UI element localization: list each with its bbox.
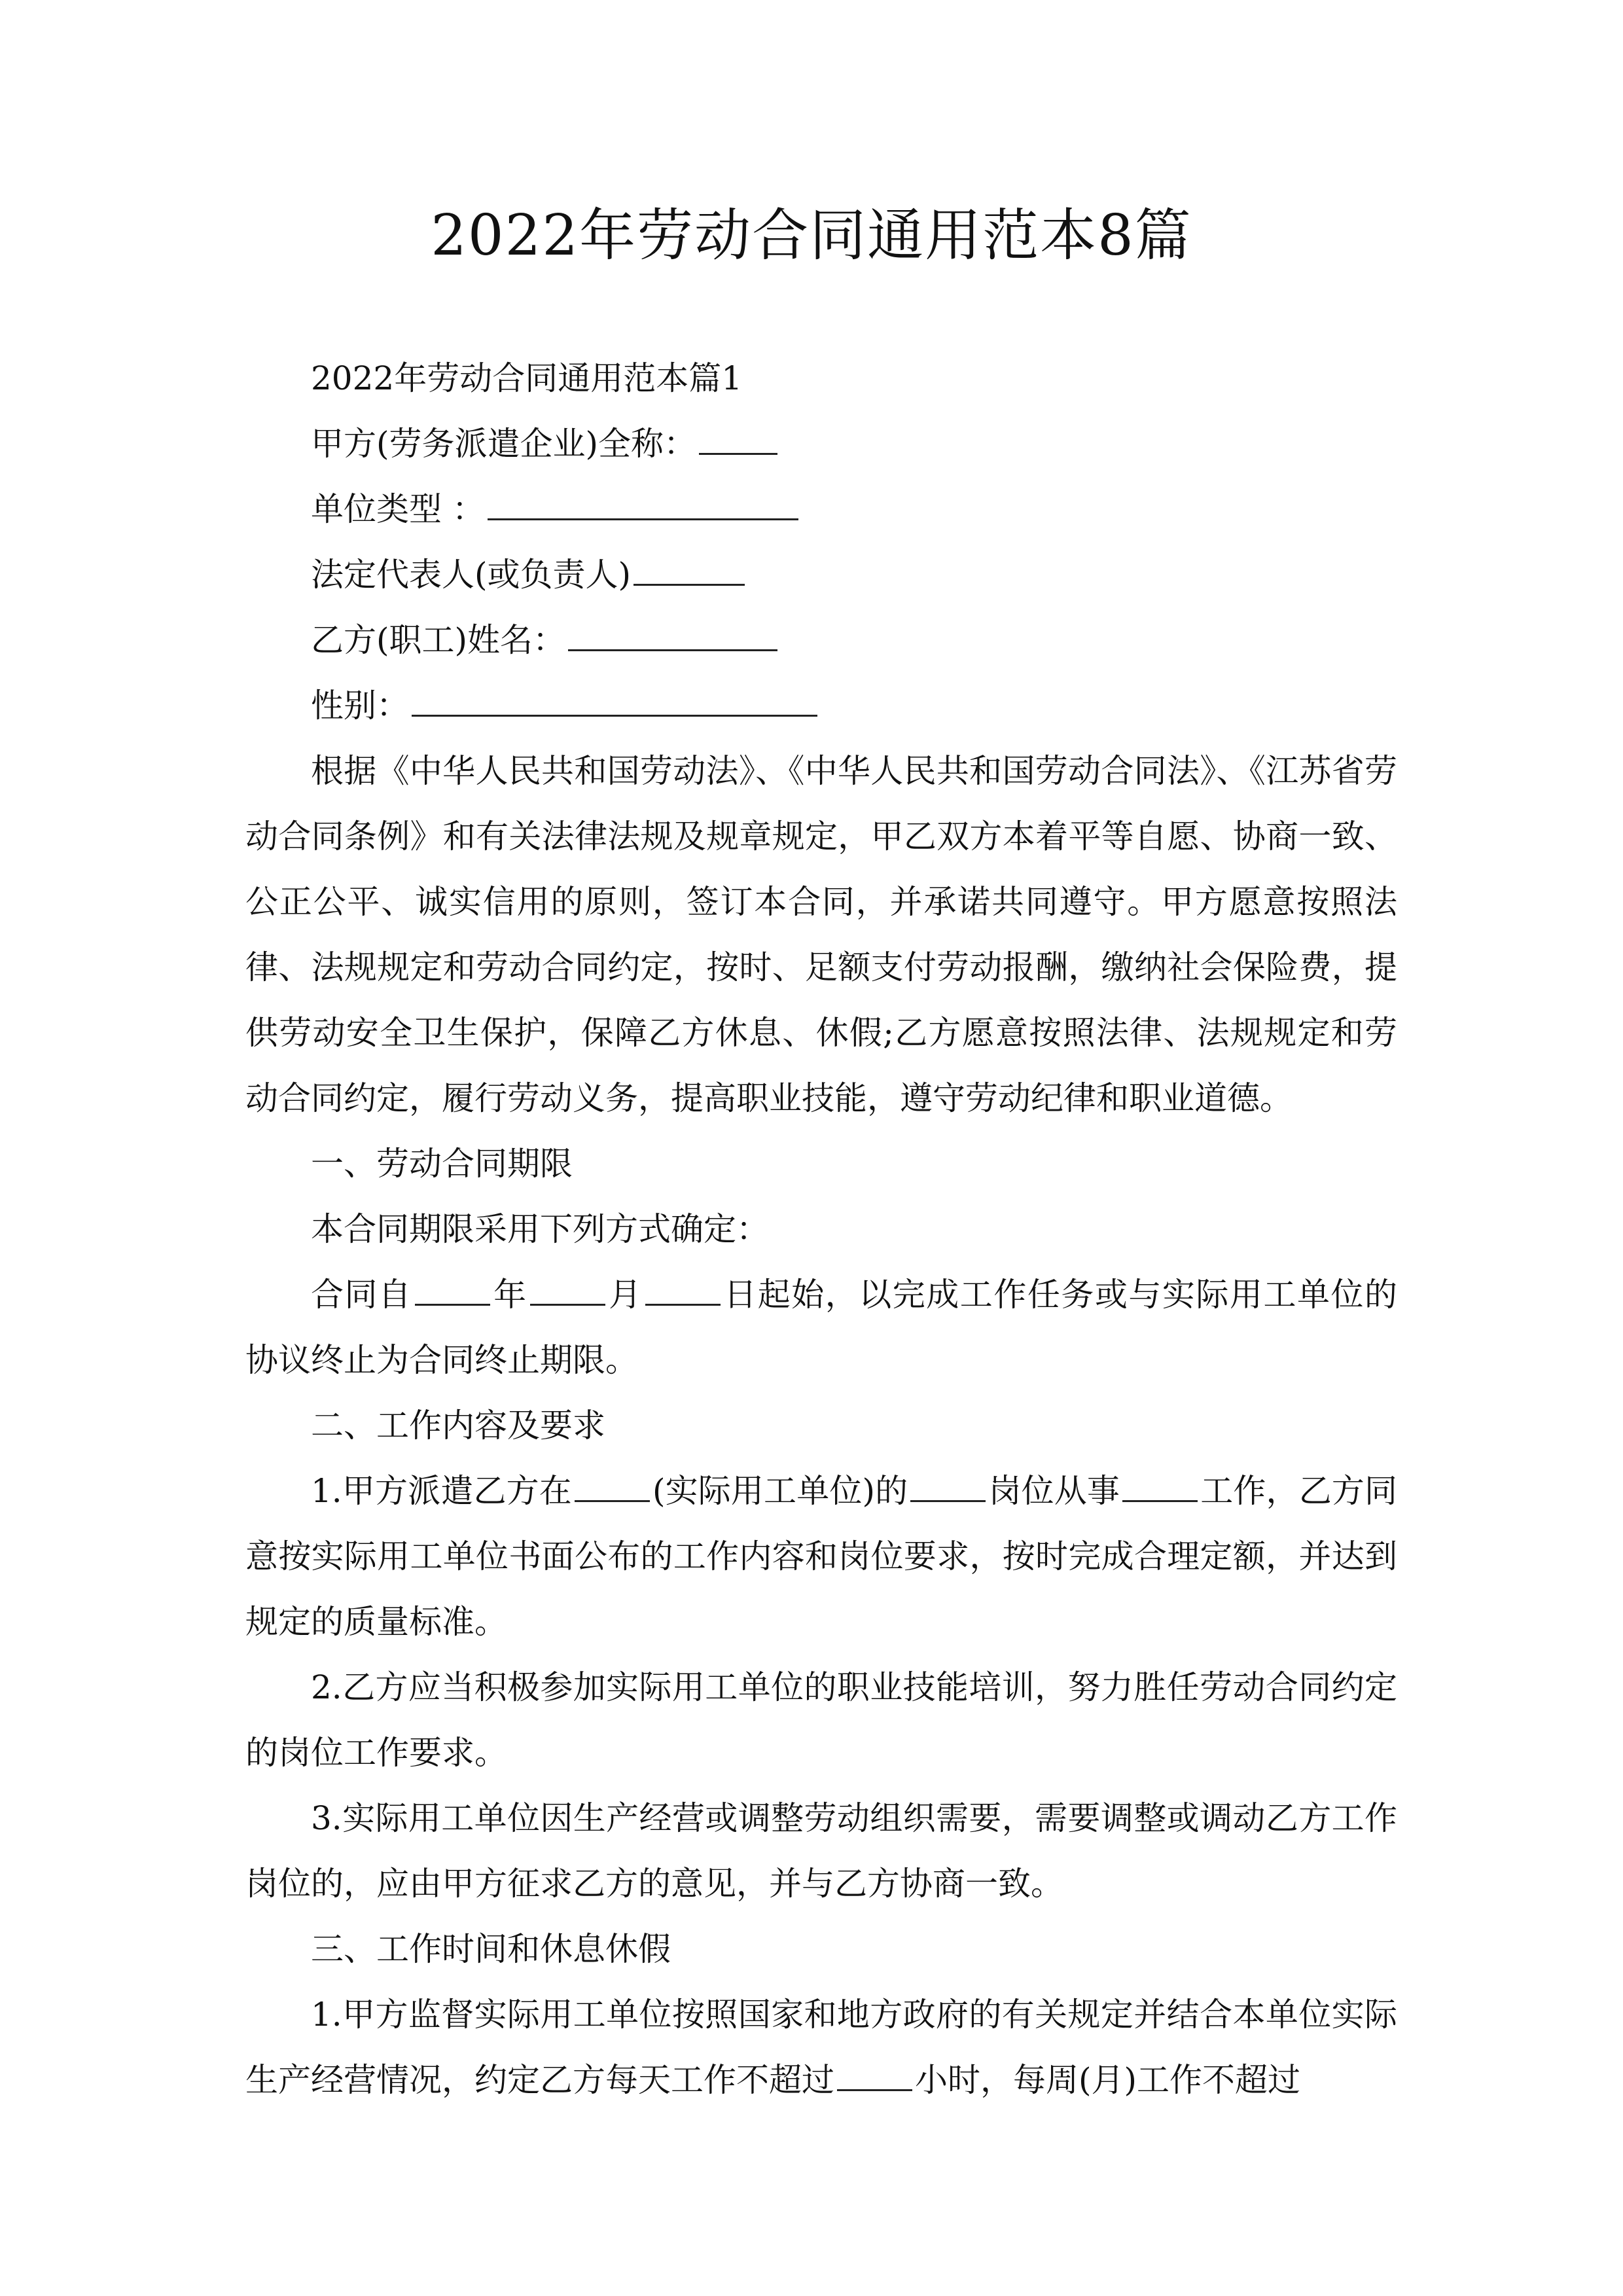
party-a-blank [699,419,777,456]
field-gender: 性别： [245,673,1397,738]
section1-term-paragraph: 合同自 年 月 日起始，以完成工作任务或与实际用工单位的协议终止为合同终止期限。 [245,1262,1397,1393]
year-blank [415,1270,490,1306]
field-party-a: 甲方(劳务派遣企业)全称： [245,411,1397,476]
intro-paragraph: 根据《中华人民共和国劳动法》、《中华人民共和国劳动合同法》、《江苏省劳动合同条例》和有关法律法规及规章规定，甲乙双方本着平等自愿、协商一致、公正公平、诚实信用的原则，签订本合同，并承诺共同遵守。甲方愿意按照法律、法规规定和劳动合同约定，按时、足额支付劳动报酬，缴纳社会保险费，提供劳动安全卫生保护，保障乙方休息、休假;乙方愿意按照法律、法规规定和劳动合同约定，履行劳动义务，提高职业技能，遵守劳动纪律和职业道德。 [245,752,1397,1117]
employer-blank [575,1466,650,1503]
party-b-blank [568,615,777,652]
subtitle: 2022年劳动合同通用范本篇1 [311,359,743,397]
work-blank [1122,1466,1198,1503]
section1-heading: 一、劳动合同期限 [311,1145,573,1183]
document-title: 2022年劳动合同通用范本8篇 [431,203,1192,268]
section2-item1: 1.甲方派遣乙方在 (实际用工单位)的 岗位从事 工作，乙方同意按实际用工单位书面公布的工作内容和岗位要求，按时完成合理定额，并达到规定的质量标准。 [245,1458,1397,1655]
section2-item3: 3.实际用工单位因生产经营或调整劳动组织需要，需要调整或调动乙方工作岗位的，应由甲方征求乙方的意见，并与乙方协商一致。 [245,1799,1397,1903]
field-legal-rep: 法定代表人(或负责人) [245,542,1397,607]
field-party-b: 乙方(职工)姓名： [245,607,1397,673]
day-blank [645,1270,721,1306]
document-body [245,346,1397,2113]
unit-type-blank [488,484,798,521]
section3-heading: 三、工作时间和休息休假 [311,1930,671,1968]
gender-blank [412,681,817,717]
field-unit-type: 单位类型 ： [245,476,1397,542]
month-blank [530,1270,605,1306]
section3-item1: 1.甲方监督实际用工单位按照国家和地方政府的有关规定并结合本单位实际生产经营情况，约定乙方每天工作不超过 小时，每周(月)工作不超过 [245,1996,1397,2099]
section2-heading: 二、工作内容及要求 [311,1407,605,1444]
section2-item2: 2.乙方应当积极参加实际用工单位的职业技能培训，努力胜任劳动合同约定的岗位工作要求。 [245,1668,1397,1772]
hours-blank [837,2055,912,2092]
post-blank [910,1466,986,1503]
legal-rep-blank [633,550,745,586]
section1-line1: 本合同期限采用下列方式确定： [311,1210,769,1248]
